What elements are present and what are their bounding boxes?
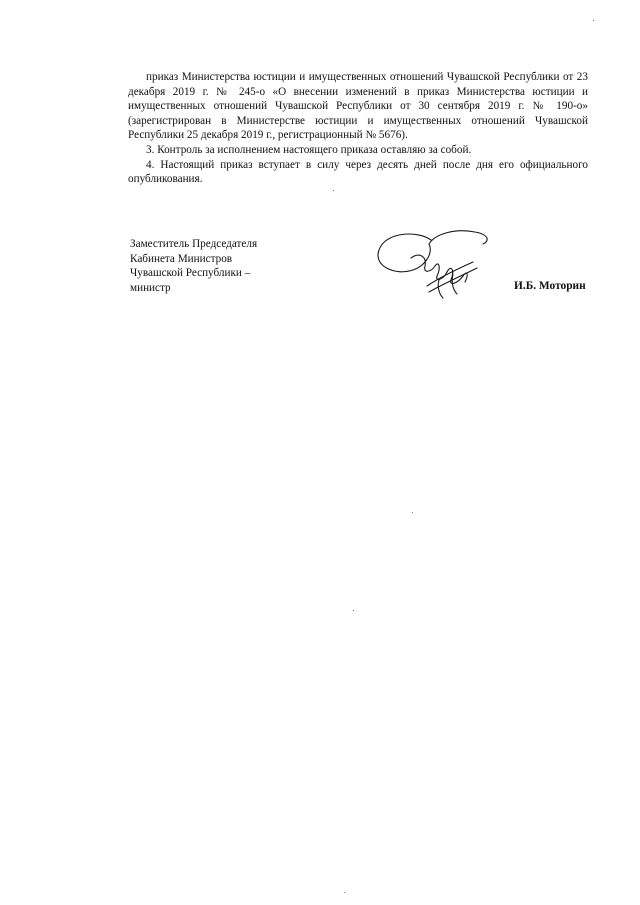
signatory-title-line: Кабинета Министров [130,252,233,265]
signatory-title-line: Чувашской Республики – [130,267,251,280]
signatory-title-line: министр [130,281,171,294]
scan-speck [344,892,345,893]
document-body [128,70,588,187]
scan-speck [333,190,334,191]
scan-speck [353,610,354,611]
signatory-title-line: Заместитель Председателя [130,238,258,250]
paragraph-item-3: 3. Контроль за исполнением настоящего приказа оставляю за собой. [146,143,472,156]
paragraph-item-4: 4. Настоящий приказ вступает в силу через десять дней после дня его официального опубликования. [128,158,588,186]
paragraph-item-2-tail: приказ Министерства юстиции и имущественных отношений Чувашской Республики от 23 декабря 2019 г. № 245-о «О внесении изменений в приказ Министерства юстиции и имущественных отношений Чувашской Республики от 30 сентября 2019 г. № 190-о» (зарегистрирован в Министерстве юстиции и имущественных отношений Чувашской Республики 25 декабря 2019 г., регистрационный № 5676). [128,71,588,142]
handwritten-signature [365,222,505,302]
signatory-title [130,237,257,295]
scan-speck [593,20,594,21]
scan-speck [412,512,413,513]
signer-name: И.Б. Моторин [514,280,586,292]
